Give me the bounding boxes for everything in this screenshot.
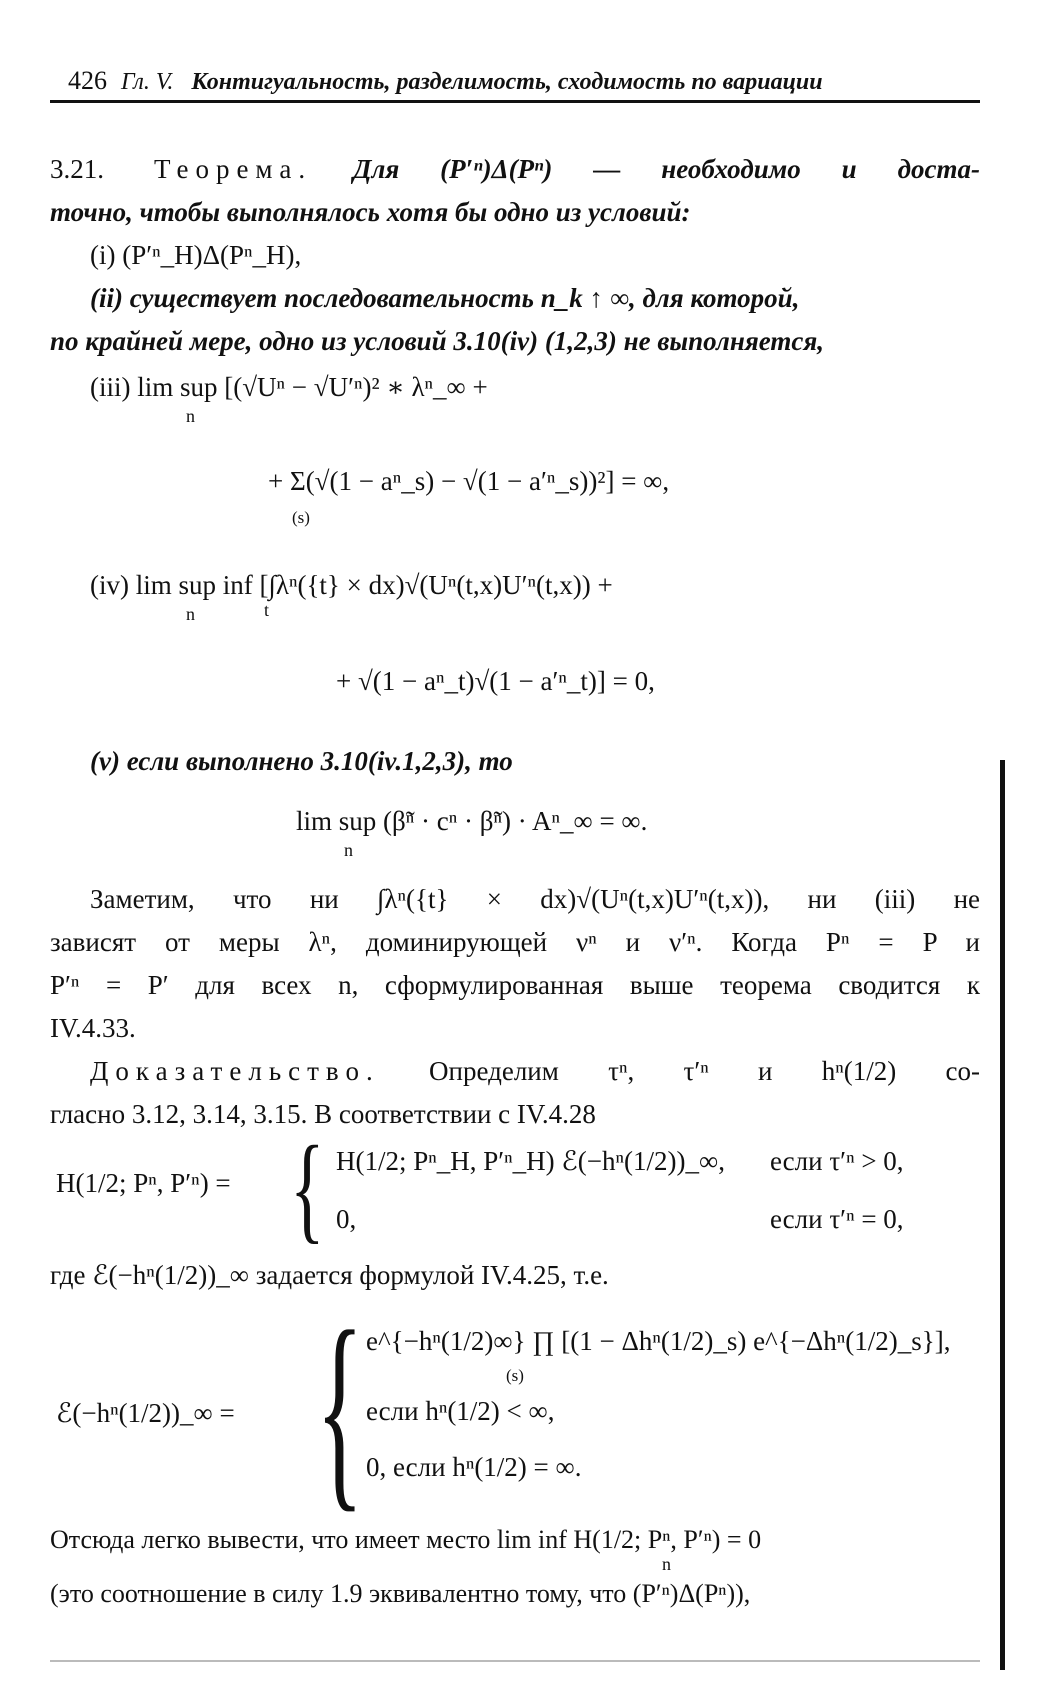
condition-iii-line1: (iii) lim sup [(√Uⁿ − √U′ⁿ)² ∗ λⁿ_∞ + bbox=[90, 372, 488, 402]
H-formula-lhs: H(1/2; Pⁿ, P′ⁿ) = bbox=[56, 1168, 231, 1198]
theorem-label: Теорема. bbox=[154, 154, 313, 184]
condition-iv-line1: (iv) lim sup inf [∫λⁿ({t} × dx)√(Uⁿ(t,x)U′ⁿ(t,x)) + bbox=[90, 570, 613, 600]
H-case2-cond: если τ′ⁿ = 0, bbox=[770, 1204, 904, 1234]
remark-line4: IV.4.33. bbox=[50, 1013, 136, 1043]
conclusion-subscript: n bbox=[662, 1554, 671, 1574]
condition-v-formula: lim sup (β̃ⁿ · cⁿ · β̃ⁿ) · Aⁿ_∞ = ∞. bbox=[296, 806, 648, 836]
condition-iv-line2: + √(1 − aⁿ_t)√(1 − a′ⁿ_t)] = 0, bbox=[336, 666, 655, 696]
scan-edge-bar bbox=[1000, 760, 1005, 1670]
condition-iii-subscript: n bbox=[186, 406, 195, 426]
E-formula-lhs: ℰ(−hⁿ(1/2))_∞ = bbox=[56, 1398, 235, 1428]
conclusion-line1: Отсюда легко вывести, что имеет место lim inf H(1/2; Pⁿ, P′ⁿ) = 0 bbox=[50, 1525, 762, 1554]
condition-iii-line2: + Σ(√(1 − aⁿ_s) − √(1 − a′ⁿ_s))²] = ∞, bbox=[268, 466, 670, 496]
theorem-heading-line bbox=[50, 148, 980, 191]
condition-iii-sum-index: (s) bbox=[292, 508, 310, 527]
E-product-index: (s) bbox=[506, 1366, 524, 1385]
where-line: где ℰ(−hⁿ(1/2))_∞ задается формулой IV.4.25, т.е. bbox=[50, 1260, 609, 1290]
header-rule bbox=[50, 100, 980, 103]
page-number: 426 bbox=[68, 66, 107, 95]
remark-line2: зависят от меры λⁿ, доминирующей νⁿ и ν′ⁿ. Когда Pⁿ = P и bbox=[50, 927, 980, 957]
scan-bottom-edge bbox=[50, 1660, 980, 1662]
H-case1-cond: если τ′ⁿ > 0, bbox=[770, 1146, 904, 1176]
condition-ii-line1: (ii) существует последовательность n_k ↑ ∞, для которой, bbox=[90, 283, 800, 313]
condition-ii-line2: по крайней мере, одно из условий 3.10(iv) (1,2,3) не выполняется, bbox=[50, 326, 825, 356]
condition-v-subscript: n bbox=[344, 840, 353, 860]
chapter-title: Контигуальность, разделимость, сходимость по вариации bbox=[191, 69, 823, 95]
theorem-statement-line1: Для (P′ⁿ)Δ(Pⁿ) — необходимо и доста- bbox=[353, 154, 981, 184]
condition-iv-subscript-t: t bbox=[264, 600, 270, 620]
running-header bbox=[68, 66, 968, 96]
remark-line1: Заметим, что ни ∫λⁿ({t} × dx)√(Uⁿ(t,x)U′ⁿ(t,x)), ни (iii) не bbox=[90, 884, 980, 914]
E-case1-cond: если hⁿ(1/2) < ∞, bbox=[366, 1396, 555, 1426]
proof-line1-text: Определим τⁿ, τ′ⁿ и hⁿ(1/2) со- bbox=[429, 1056, 980, 1086]
proof-line1 bbox=[50, 1050, 980, 1093]
H-case1-expr: H(1/2; Pⁿ_H, P′ⁿ_H) ℰ(−hⁿ(1/2))_∞, bbox=[336, 1146, 725, 1176]
E-case2: 0, если hⁿ(1/2) = ∞. bbox=[366, 1452, 582, 1482]
chapter-label: Гл. V. bbox=[121, 69, 174, 95]
E-case1-expr: e^{−hⁿ(1/2)∞} ∏ [(1 − Δhⁿ(1/2)_s) e^{−Δhⁿ(1/2)_s}], bbox=[366, 1326, 951, 1356]
conclusion-line2: (это соотношение в силу 1.9 эквивалентно тому, что (P′ⁿ)Δ(Pⁿ)), bbox=[50, 1579, 751, 1608]
condition-iv-subscript-n: n bbox=[186, 604, 195, 624]
remark-line3: P′ⁿ = P′ для всех n, сформулированная выше теорема сводится к bbox=[50, 970, 980, 1000]
theorem-number: 3.21. bbox=[50, 154, 104, 184]
condition-i: (i) (P′ⁿ_H)Δ(Pⁿ_H), bbox=[90, 240, 302, 270]
proof-line2: гласно 3.12, 3.14, 3.15. В соответствии с IV.4.28 bbox=[50, 1099, 596, 1129]
H-case2-expr: 0, bbox=[336, 1204, 357, 1234]
proof-label: Доказательство. bbox=[90, 1056, 380, 1086]
condition-v-line1: (v) если выполнено 3.10(iv.1,2,3), то bbox=[90, 746, 513, 776]
H-formula-brace: { bbox=[290, 1121, 325, 1254]
E-formula-brace: { bbox=[316, 1286, 364, 1530]
theorem-statement-line2: точно, чтобы выполнялось хотя бы одно из условий: bbox=[50, 197, 691, 227]
